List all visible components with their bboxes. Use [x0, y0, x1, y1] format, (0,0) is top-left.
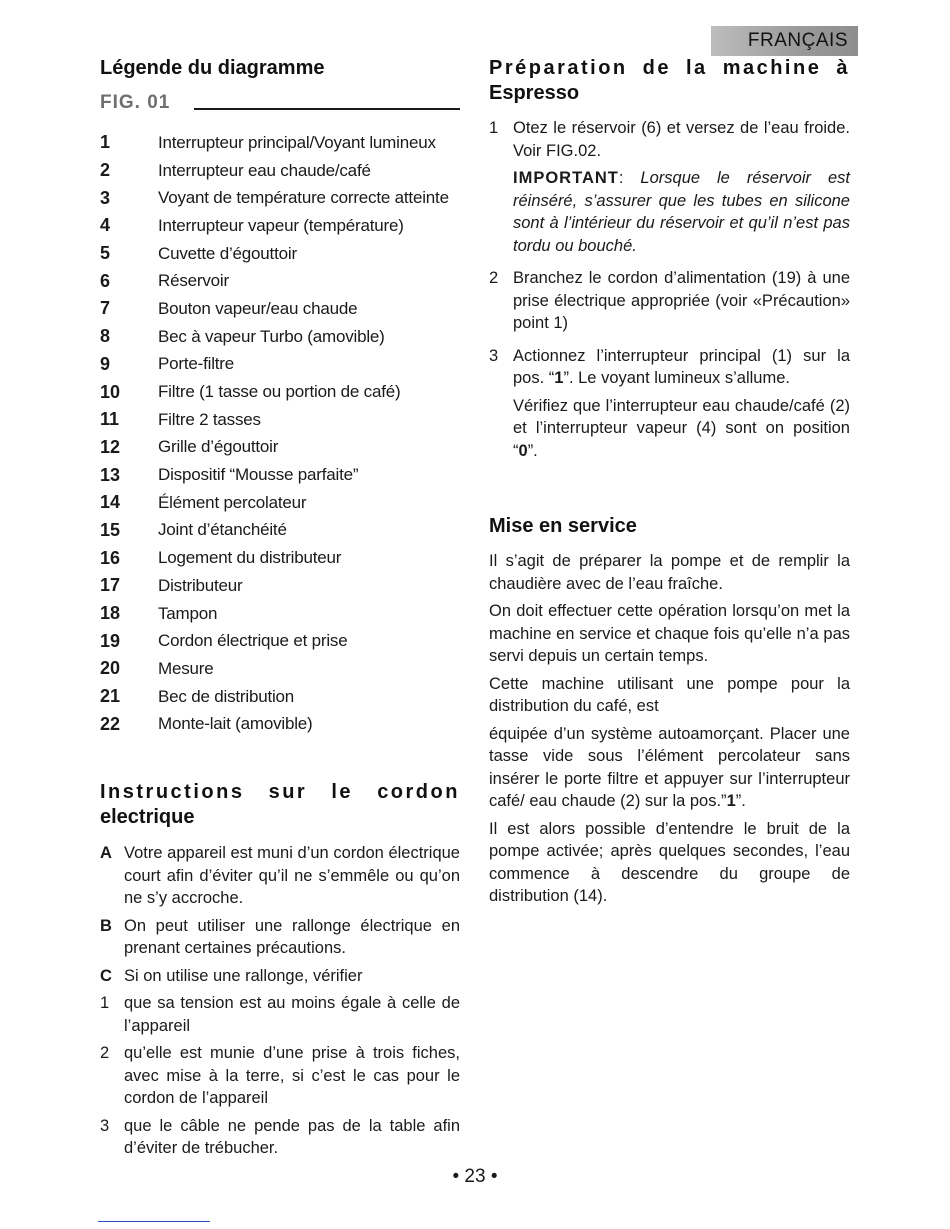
legend-number: 11: [100, 409, 120, 430]
legend-text: Filtre (1 tasse ou portion de café): [158, 382, 401, 402]
legend-number: 13: [100, 464, 121, 485]
legend-number: 10: [100, 381, 121, 402]
legend-text: Porte-filtre: [158, 354, 235, 374]
language-tab: FRANÇAIS: [711, 26, 858, 56]
legend-text: Mesure: [158, 658, 214, 678]
cord-item-text: Si on utilise une rallonge, vérifier: [124, 966, 363, 985]
cord-title-word: sur: [268, 781, 308, 803]
legend-number: 4: [100, 215, 111, 236]
legend-text: Cordon électrique et prise: [158, 631, 348, 651]
prep-title-word: Préparation: [489, 57, 628, 79]
cord-list: [100, 842, 460, 1165]
cord-title-line-2: electrique: [100, 806, 195, 828]
prep-step: [489, 117, 850, 262]
service-paragraph: [489, 723, 850, 813]
prep-step-number: 2: [489, 269, 499, 287]
page-number: • 23 •: [452, 1166, 498, 1187]
legend-item: [100, 184, 460, 212]
fig-underline: [194, 108, 460, 110]
cord-item-marker: 1: [100, 994, 110, 1012]
legend-number: 1: [100, 132, 111, 153]
text-run: ”. Le voyant lumineux s’allume.: [563, 369, 790, 387]
legend-text: Voyant de température correcte atteinte: [158, 188, 449, 208]
legend-item: [100, 157, 460, 185]
footer-rule: [98, 1221, 210, 1222]
prep-step-body: [513, 117, 850, 262]
prep-title-line-2: Espresso: [489, 82, 580, 104]
cord-title-word: cordon: [377, 781, 460, 803]
position-value: 0: [518, 441, 528, 460]
text-run: équipée d’un système autoamorçant. Placer une tasse vide sous l’élément percolateur sans insérer le porte filtre et appuyer sur l’interrupteur café/ eau chaude (2) sur la pos.”: [489, 724, 850, 810]
legend-item: [100, 212, 460, 240]
cord-item-marker: 2: [100, 1044, 110, 1062]
legend-item: [100, 351, 460, 379]
cord-title-line-1: [100, 780, 460, 805]
legend-title: Légende du diagramme: [100, 57, 325, 79]
cord-item-marker: C: [100, 966, 112, 985]
legend-item: [100, 267, 460, 295]
legend-item: [100, 240, 460, 268]
legend-text: Grille d’égouttoir: [158, 437, 279, 457]
legend-text: Bec à vapeur Turbo (amovible): [158, 326, 385, 346]
cord-item-text: qu’elle est munie d’une prise à trois fiches, avec mise à la terre, si c’est le cas pour le cordon de l’appareil: [124, 1044, 460, 1107]
service-title: Mise en service: [489, 515, 637, 537]
prep-steps: [489, 117, 850, 472]
prep-title-word: à: [836, 57, 850, 79]
cord-title-word: Instructions: [100, 781, 245, 803]
cord-item: [100, 965, 460, 988]
prep-step-text: Branchez le cordon d’alimentation (19) à une prise électrique appropriée (voir «Précaution» point 1): [513, 269, 850, 332]
legend-item: [100, 129, 460, 157]
legend-list: [100, 129, 460, 738]
cord-item: [100, 842, 460, 910]
cord-item-text: Votre appareil est muni d’un cordon électrique court afin d’éviter qu’il ne s’emmêle ou qu’on ne s’y accroche.: [124, 844, 460, 907]
legend-item: [100, 572, 460, 600]
legend-text: Logement du distributeur: [158, 548, 342, 568]
cord-item-text: On peut utiliser une rallonge électrique en prenant certaines précautions.: [124, 916, 460, 957]
legend-item: [100, 489, 460, 517]
cord-title-word: le: [331, 781, 354, 803]
position-value: 1: [554, 369, 564, 387]
legend-item: [100, 323, 460, 351]
prep-step-text: [513, 345, 850, 390]
fig-label: FIG. 01: [100, 92, 171, 113]
service-body: [489, 550, 850, 913]
legend-number: 9: [100, 353, 111, 374]
prep-step-body: [513, 267, 850, 340]
legend-number: 7: [100, 298, 111, 319]
legend-text: Interrupteur vapeur (température): [158, 215, 404, 235]
text-run: Vérifiez que l’interrupteur eau chaude/café (2) et l’interrupteur vapeur (4) sont on position “: [513, 396, 850, 460]
legend-text: Bec de distribution: [158, 686, 295, 706]
legend-text: Réservoir: [158, 271, 229, 291]
legend-number: 22: [100, 713, 121, 734]
cord-item-marker: A: [100, 844, 112, 862]
legend-number: 14: [100, 492, 121, 513]
legend-text: Distributeur: [158, 575, 243, 595]
prep-title-line-1: [489, 56, 850, 81]
legend-text: Joint d’étanchéité: [158, 520, 287, 540]
legend-item: [100, 378, 460, 406]
cord-item: [100, 1115, 460, 1160]
cord-item-text: que le câble ne pende pas de la table afin d’éviter de trébucher.: [124, 1116, 460, 1157]
legend-item: [100, 655, 460, 683]
legend-number: 15: [100, 519, 121, 540]
prep-title-word: la: [686, 57, 708, 79]
cord-item: [100, 915, 460, 960]
legend-item: [100, 406, 460, 434]
cord-section-title: [100, 780, 460, 830]
text-run: ”.: [735, 792, 746, 810]
legend-item: [100, 710, 460, 738]
fig-heading: [100, 92, 460, 118]
prep-step: [489, 345, 850, 468]
legend-item: [100, 517, 460, 545]
legend-item: [100, 627, 460, 655]
prep-step-text: [513, 395, 850, 463]
legend-number: 16: [100, 547, 121, 568]
prep-step-number: 1: [489, 119, 499, 137]
legend-text: Élément percolateur: [158, 492, 307, 512]
cord-item: [100, 992, 460, 1037]
legend-number: 20: [100, 658, 121, 679]
legend-text: Interrupteur principal/Voyant lumineux: [158, 132, 436, 152]
legend-text: Interrupteur eau chaude/café: [158, 160, 371, 180]
legend-text: Filtre 2 tasses: [158, 409, 261, 429]
legend-number: 2: [100, 160, 111, 181]
legend-text: Dispositif “Mousse parfaite”: [158, 465, 359, 485]
legend-number: 3: [100, 187, 111, 208]
important-separator: :: [618, 169, 641, 187]
position-value: 1: [726, 792, 736, 810]
prep-step-number: 3: [489, 346, 499, 365]
legend-item: [100, 600, 460, 628]
cord-item-marker: 3: [100, 1116, 110, 1135]
legend-number: 21: [100, 686, 121, 707]
service-paragraph: Cette machine utilisant une pompe pour la distribution du café, est: [489, 674, 850, 715]
prep-step: [489, 267, 850, 340]
legend-item: [100, 461, 460, 489]
cord-item-marker: B: [100, 916, 112, 935]
prep-title-word: machine: [722, 57, 822, 79]
legend-text: Monte-lait (amovible): [158, 714, 313, 734]
legend-number: 5: [100, 243, 111, 264]
legend-number: 6: [100, 270, 111, 291]
prep-step-text: Otez le réservoir (6) et versez de l’eau froide. Voir FIG.02.: [513, 119, 850, 160]
legend-item: [100, 683, 460, 711]
important-note: [513, 167, 850, 257]
legend-number: 19: [100, 630, 121, 651]
prep-title-word: de: [642, 57, 671, 79]
prep-step-body: [513, 345, 850, 468]
important-label: IMPORTANT: [513, 169, 619, 187]
text-run: Actionnez l’interrupteur principal (1) sur la pos. “: [513, 346, 850, 387]
legend-number: 17: [100, 575, 121, 596]
cord-item-text: que sa tension est au moins égale à celle de l’appareil: [124, 994, 460, 1035]
important-text: Lorsque le réservoir est réinséré, s’assurer que les tubes en silicone sont à l’intérieur du réservoir et qu’il n’est pas tordu ou bouché.: [513, 169, 850, 255]
prep-section-title: [489, 56, 850, 106]
service-paragraph: Il est alors possible d’entendre le bruit de la pompe activée; après quelques secondes, l’eau commence à descendre du groupe de distribution (14).: [489, 819, 850, 905]
legend-number: 12: [100, 436, 121, 457]
legend-text: Tampon: [158, 603, 218, 623]
cord-item: [100, 1042, 460, 1110]
text-run: ”.: [527, 441, 538, 460]
legend-number: 8: [100, 326, 111, 347]
service-paragraph: On doit effectuer cette opération lorsqu’on met la machine en service et chaque fois qu’elle n’a pas servi depuis un certain temps.: [489, 602, 850, 665]
legend-item: [100, 544, 460, 572]
legend-item: [100, 434, 460, 462]
legend-item: [100, 295, 460, 323]
legend-number: 18: [100, 603, 121, 624]
legend-text: Cuvette d’égouttoir: [158, 243, 297, 263]
legend-text: Bouton vapeur/eau chaude: [158, 298, 358, 318]
service-paragraph: Il s’agit de préparer la pompe et de remplir la chaudière avec de l’eau fraîche.: [489, 552, 850, 593]
